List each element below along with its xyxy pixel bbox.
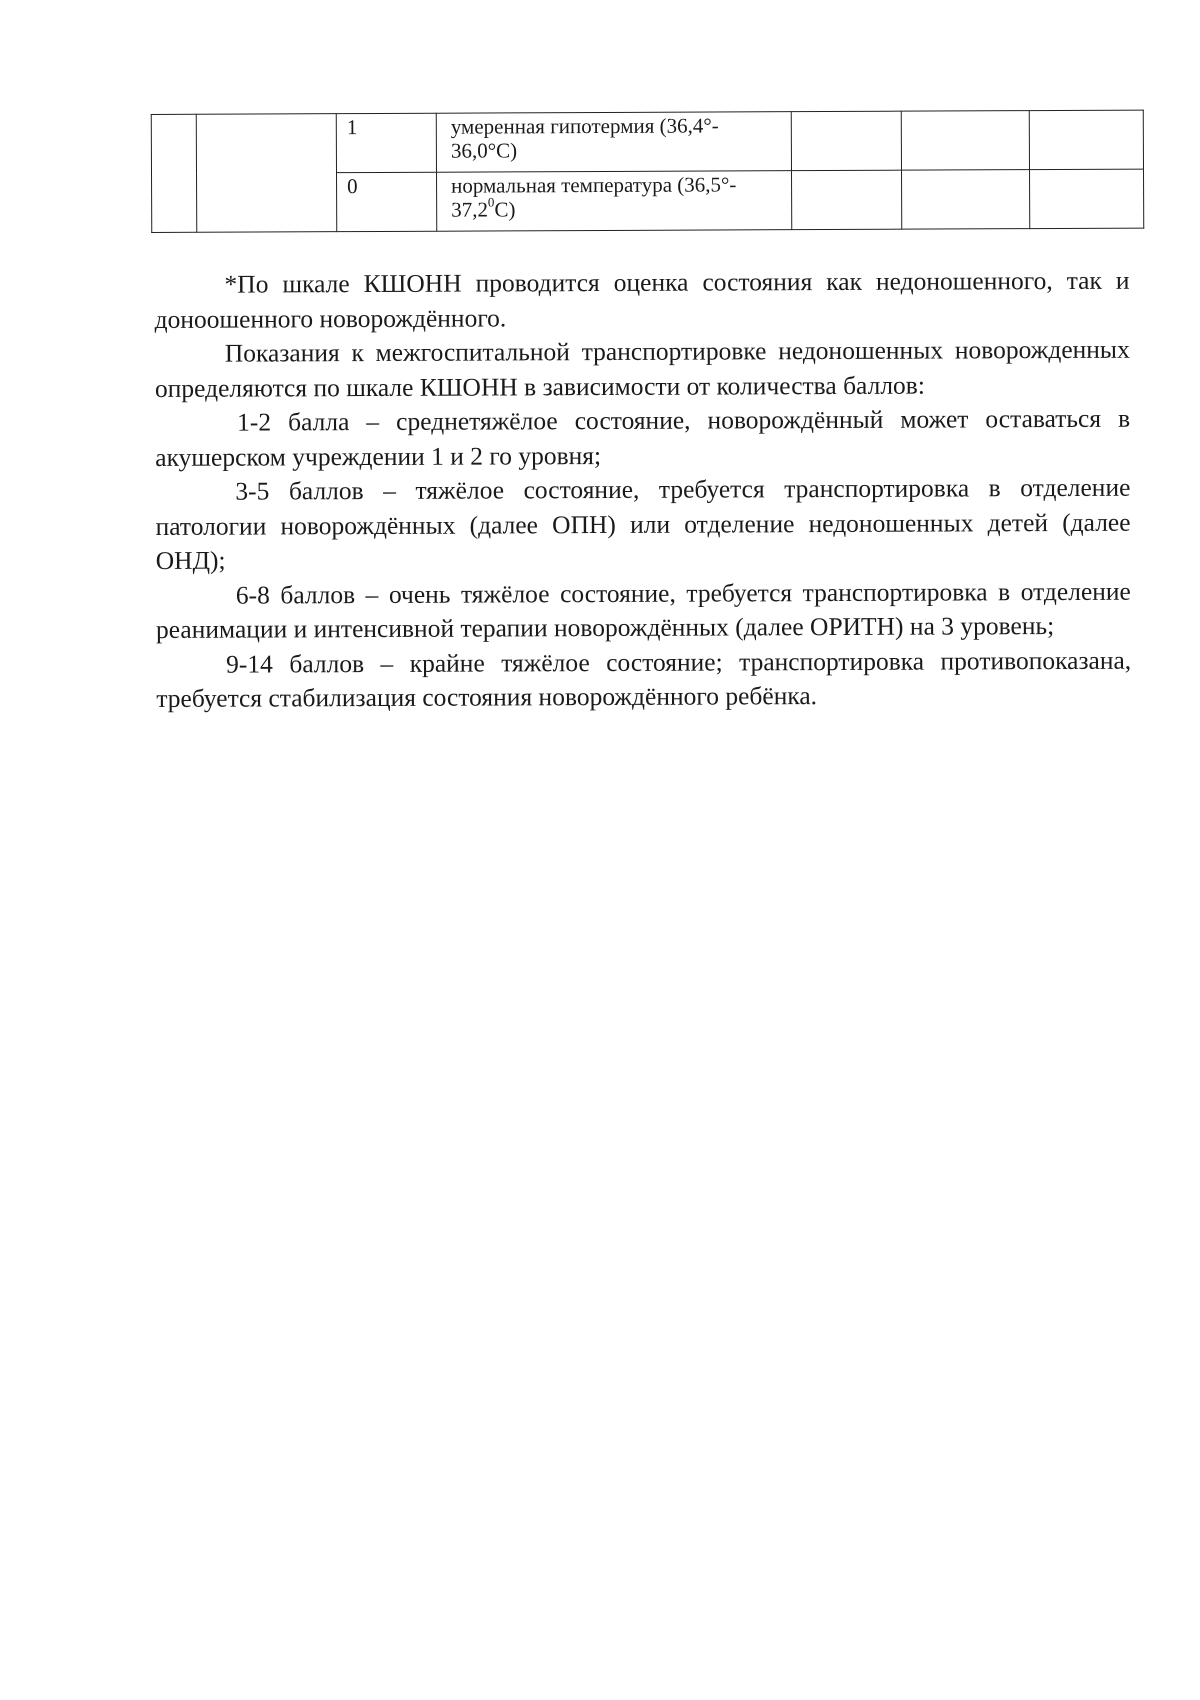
- table-cell-empty: [792, 170, 902, 229]
- description-cell: [436, 112, 791, 173]
- description-line: нормальная температура (36,5°-: [451, 172, 737, 198]
- description-line: умеренная гипотермия (36,4°-: [450, 113, 719, 139]
- description-line: 36,0°С): [450, 137, 518, 163]
- score-cell: [336, 113, 436, 172]
- score-cell: [337, 172, 437, 231]
- paragraph-indications: Показания к межгоспитальной транспортировке недоношенных новорожденных определяются по шкале КШОНН в зависимости от количества баллов:: [154, 334, 1130, 403]
- paragraph-score-9-14: 9-14 баллов – крайне тяжёлое состояние; транспортировка противопоказана, требуется стабилизация состояния новорождённого ребёнка.: [156, 645, 1132, 713]
- paragraph-note: *По шкале КШОНН проводится оценка состояния как недоношенного, так и доноошенного новорождённого.: [154, 265, 1130, 334]
- description-cell: [437, 171, 792, 232]
- paragraph-score-3-5: 3-5 баллов – тяжёлое состояние, требуется транспортировка в отделение патологии новорождённых (далее ОПН) или отделение недоношенных детей (далее ОНД);: [155, 472, 1131, 575]
- table-cell-empty: [196, 114, 337, 233]
- description-line-prefix: 37,2: [451, 197, 488, 222]
- score-value: 1: [346, 115, 358, 140]
- paragraph-score-1-2: 1-2 балла – среднетяжёлое состояние, новорождённый может оставаться в акушерском учреждении 1 и 2 го уровня;: [155, 403, 1131, 472]
- description-line-suffix: С): [494, 196, 516, 221]
- table-cell-empty: [1029, 110, 1143, 169]
- superscript-zero: 0: [487, 193, 495, 210]
- table-cell-empty: [151, 114, 197, 232]
- paragraph-score-6-8: 6-8 баллов – очень тяжёлое состояние, требуется транспортировка в отделение реанимации и интенсивной терапии новорождённых (далее ОРИТН) на 3 уровень;: [155, 576, 1131, 644]
- table-cell-empty: [791, 111, 901, 170]
- table-cell-empty: [902, 170, 1030, 230]
- body-text: [154, 264, 1131, 717]
- table-cell-empty: [1029, 169, 1143, 228]
- table-row: [151, 110, 1143, 173]
- scoring-table-fragment: [151, 110, 1145, 233]
- score-value: 0: [347, 174, 358, 199]
- table-cell-empty: [901, 111, 1029, 171]
